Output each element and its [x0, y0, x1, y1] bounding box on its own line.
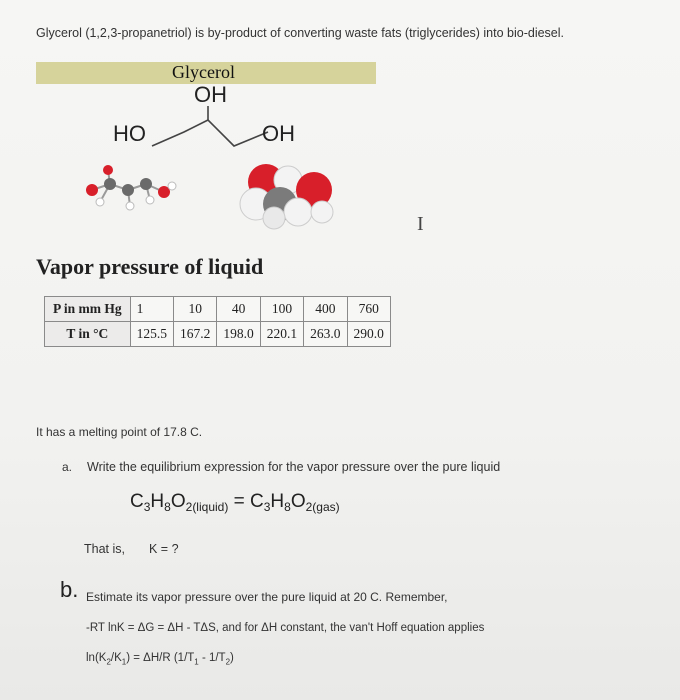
equilibrium-equation [130, 491, 340, 514]
that-is-label: That is, [84, 542, 125, 556]
skeletal-bonds [152, 120, 268, 146]
vh-mid: ) = ΔH/R (1/T [126, 652, 195, 664]
temperature-cell: 263.0 [304, 322, 347, 347]
eq-gas-phase: (gas) [312, 500, 340, 514]
space-filling-model [232, 160, 342, 232]
question-a-letter: a. [62, 460, 73, 474]
eq-equals: = [228, 491, 250, 512]
section-heading: Vapor pressure of liquid [36, 254, 264, 279]
k-query: K = ? [149, 542, 179, 556]
vh-k1: 1 [121, 657, 127, 667]
vant-hoff-equation [86, 652, 234, 666]
eq-h: H [150, 491, 165, 512]
eq-h-count-2: 8 [284, 500, 291, 514]
eq-c: C [130, 491, 144, 512]
oh-label-right: OH [262, 121, 295, 146]
eq-o-count-2: 2 [305, 500, 313, 514]
pressure-cell: 400 [304, 297, 347, 322]
melting-point-text: It has a melting point of 17.8 C. [36, 425, 203, 439]
ball-and-stick-model [80, 164, 180, 220]
temperature-cell: 167.2 [174, 322, 217, 347]
question-b-letter: b. [60, 577, 79, 602]
temperature-row-header: T in °C [45, 322, 131, 347]
vh-minus: - 1/T [198, 652, 226, 664]
eq-h-count: 8 [164, 500, 171, 514]
vh-t2: 2 [225, 657, 231, 667]
vh-k2: 2 [106, 657, 111, 667]
ho-label-left: HO [113, 121, 146, 146]
question-b-text: Estimate its vapor pressure over the pure liquid at 20 C. Remember, [86, 590, 448, 604]
vh-close: ) [230, 652, 234, 664]
eq-c-count-2: 3 [263, 500, 271, 514]
eq-o-count-phase-2 [306, 500, 340, 514]
eq-h-2: H [270, 491, 285, 512]
vh-t1: 1 [194, 657, 199, 667]
temperature-cell: 290.0 [347, 322, 390, 347]
vh-slash-k: /K [110, 652, 122, 664]
oh-label-top: OH [194, 82, 227, 107]
eq-liquid-phase: (liquid) [192, 500, 229, 514]
vapor-pressure-table [44, 296, 391, 347]
eq-o-count-phase [186, 500, 229, 514]
skeletal-structure [140, 100, 280, 160]
temperature-cell: 198.0 [217, 322, 260, 347]
temperature-cell: 220.1 [260, 322, 303, 347]
pressure-cell: 40 [217, 297, 260, 322]
eq-c-2: C [249, 491, 264, 512]
pressure-cell: 100 [260, 297, 303, 322]
pressure-cell: 760 [347, 297, 390, 322]
eq-c-count: 3 [143, 500, 151, 514]
pressure-cell: 1 [130, 297, 173, 322]
vh-ln-open: ln(K [86, 652, 107, 664]
eq-o-2: O [290, 491, 306, 512]
question-a-text: Write the equilibrium expression for the vapor pressure over the pure liquid [87, 460, 501, 474]
figure-title: Glycerol [172, 62, 235, 82]
text-cursor-icon: I [417, 213, 424, 235]
pressure-row [45, 297, 391, 322]
temperature-row [45, 322, 391, 347]
intro-text: Glycerol (1,2,3-propanetriol) is by-product of converting waste fats (triglycerides) into bio-diesel. [36, 26, 565, 40]
temperature-cell: 125.5 [130, 322, 173, 347]
eq-o-count: 2 [185, 500, 193, 514]
pressure-cell: 10 [174, 297, 217, 322]
eq-o: O [170, 491, 186, 512]
pressure-row-header: P in mm Hg [45, 297, 131, 322]
thermo-relation: -RT lnK = ΔG = ΔH - TΔS, and for ΔH constant, the van't Hoff equation applies [86, 622, 485, 634]
